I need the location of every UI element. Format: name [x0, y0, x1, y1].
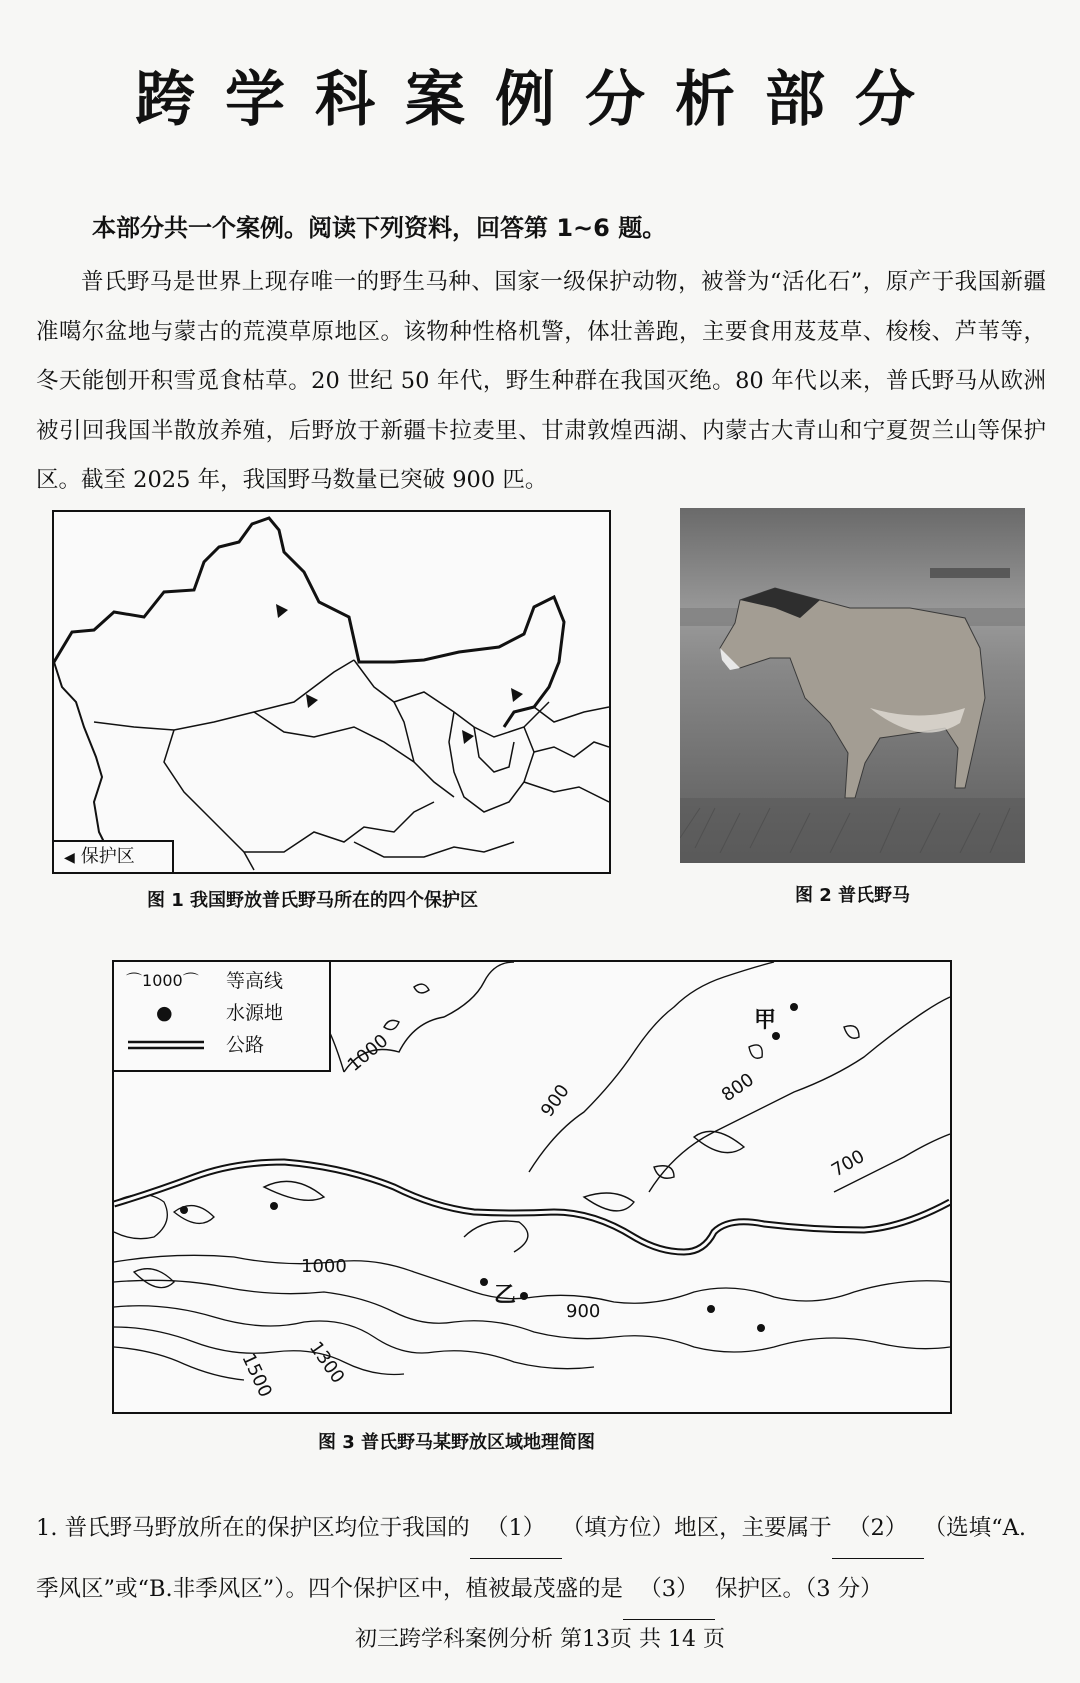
map-legend — [54, 840, 174, 872]
contour-line-icon: ⌒1000⌒ — [126, 971, 199, 990]
contour-label-1000-north: 1000 — [343, 1030, 393, 1076]
question-text-2: （填方位）地区，主要属于 — [561, 1515, 832, 1541]
road-line-icon — [126, 1030, 206, 1069]
answer-blank-3[interactable]: （3） — [623, 1559, 715, 1620]
answer-blank-1[interactable]: （1） — [470, 1498, 562, 1559]
legend-water-label: 水源地 — [226, 1002, 284, 1024]
section-intro: 本部分共一个案例。阅读下列资料，回答第 1~6 题。 — [92, 214, 667, 242]
contour-800 — [649, 997, 950, 1192]
road — [114, 1162, 950, 1252]
figure-1-caption: 图 1 我国野放普氏野马所在的四个保护区 — [147, 890, 479, 911]
label-jia: 甲 — [754, 1008, 777, 1033]
dot-icon: ● — [156, 1002, 173, 1024]
contour-label-900-north: 900 — [536, 1080, 574, 1121]
answer-blank-2[interactable]: （2） — [832, 1498, 924, 1559]
legend-contour-row — [114, 966, 329, 996]
legend-road-row — [114, 1030, 329, 1060]
contour-label-900-south: 900 — [566, 1301, 601, 1322]
figure-3-caption: 图 3 普氏野马某野放区域地理简图 — [318, 1432, 596, 1453]
china-northwest-map — [54, 512, 609, 872]
water-source — [180, 1206, 188, 1214]
water-source — [757, 1324, 765, 1332]
contour-label-700: 700 — [828, 1145, 869, 1182]
legend-road-label: 公路 — [226, 1034, 265, 1056]
question-text-3: （选填“A.季风区”或“B.非季风区”）。四个保护区中，植被最茂盛的是 — [36, 1515, 1027, 1602]
triangle-icon: ◀ — [64, 850, 75, 866]
legend-water-row — [114, 998, 329, 1028]
contour-1300 — [114, 1306, 594, 1369]
legend-reserve-label: 保护区 — [80, 846, 135, 867]
contour-1500 — [114, 1347, 244, 1380]
reserve-marker-xinjiang — [276, 604, 288, 618]
page-title: 跨学科案例分析部分 — [135, 65, 945, 135]
figure-1-map — [52, 510, 611, 874]
question-text-4: 保护区。（3 分） — [714, 1576, 883, 1602]
contour-900-north — [529, 962, 777, 1172]
label-yi: 乙 — [494, 1283, 517, 1308]
page-footer: 初三跨学科案例分析 第13页 共 14 页 — [355, 1627, 725, 1652]
question-text-1: 普氏野马野放所在的保护区均位于我国的 — [64, 1515, 470, 1541]
water-source — [270, 1202, 278, 1210]
legend-contour-label: 等高线 — [226, 970, 284, 992]
figure-2-caption: 图 2 普氏野马 — [795, 885, 911, 906]
contour-label-1500: 1500 — [237, 1350, 276, 1401]
reading-passage: 普氏野马是世界上现存唯一的野生马种、国家一级保护动物，被誉为“活化石”，原产于我国新疆准噶尔盆地与蒙古的荒漠草原地区。该物种性格机警，体壮善跑，主要食用芨芨草、梭梭、芦苇等，冬天能刨开积雪觅食枯草。20 世纪 50 年代，野生种群在我国灭绝。80 年代以来，普氏野马从欧洲被引回我国半散放养殖，后野放于新疆卡拉麦里、甘肃敦煌西湖、内蒙古大青山和宁夏贺兰山等保护区。截至 2025 年，我国野马数量已突破 900 匹。 — [36, 269, 1046, 493]
water-source-jia-1 — [790, 1003, 798, 1011]
reserve-marker-ningxia — [462, 730, 474, 744]
water-source — [707, 1305, 715, 1313]
contour-label-800: 800 — [717, 1069, 759, 1107]
contour-map-legend — [114, 962, 331, 1072]
western-border — [54, 662, 104, 842]
question-number: 1. — [36, 1515, 58, 1541]
figure-3-contour-map — [112, 960, 952, 1414]
przewalski-horse-illustration — [680, 508, 1025, 863]
water-source — [480, 1278, 488, 1286]
contour-label-1300: 1300 — [304, 1337, 349, 1388]
reserve-marker-gansu — [306, 694, 318, 708]
figure-2-photo — [680, 508, 1025, 863]
water-source-jia-2 — [772, 1032, 780, 1040]
contour-1000-south — [114, 1255, 950, 1303]
contour-label-1000-south: 1000 — [301, 1256, 347, 1277]
province-border — [94, 660, 354, 730]
question-1 — [36, 1498, 1046, 1620]
reserve-marker-neimenggu — [511, 688, 523, 702]
water-source — [520, 1292, 528, 1300]
